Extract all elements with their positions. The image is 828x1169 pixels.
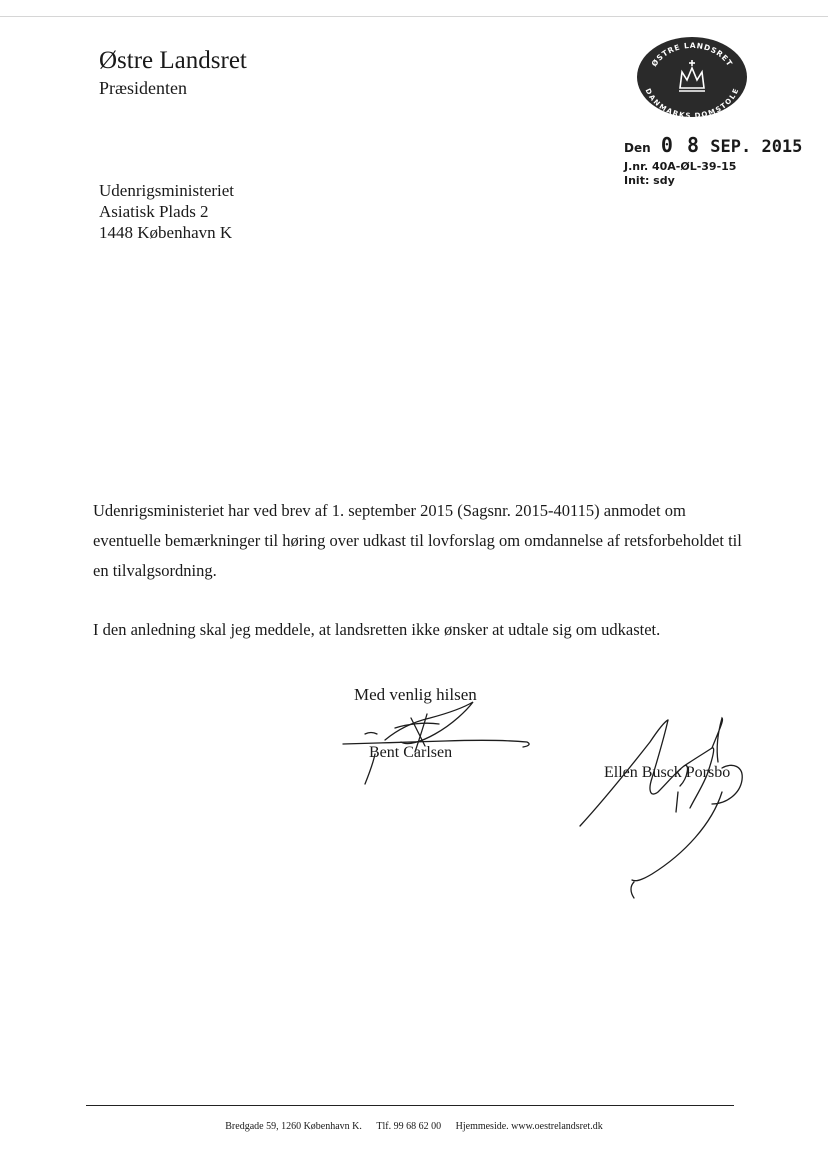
closing-greeting: Med venlig hilsen bbox=[354, 685, 477, 704]
received-date-stamp bbox=[624, 133, 803, 188]
svg-text:ØSTRE LANDSRET: ØSTRE LANDSRET bbox=[649, 40, 735, 69]
court-seal-logo bbox=[636, 36, 748, 118]
stamp-day: 0 8 bbox=[660, 133, 701, 157]
signatory-1-name: Bent Carlsen bbox=[369, 744, 453, 761]
court-name: Østre Landsret bbox=[99, 47, 247, 74]
footer-address: Bredgade 59, 1260 København K. bbox=[225, 1121, 362, 1132]
journal-number: J.nr. 40A-ØL-39-15 bbox=[624, 160, 737, 173]
signature-2-scribble bbox=[572, 712, 762, 902]
footer-divider bbox=[86, 1105, 734, 1106]
svg-text:DANMARKS DOMSTOLE: DANMARKS DOMSTOLE bbox=[643, 87, 741, 118]
stamp-den-label: Den bbox=[624, 141, 651, 155]
body-paragraph-1: Udenrigsministeriet har ved brev af 1. september 2015 (Sagsnr. 2015-40115) anmodet om eventuelle bemærkninger til høring over udkast til lovforslag om omdannelse af retsforbeholdet til en tilvalgsordning. bbox=[93, 501, 742, 580]
signature-1-scribble bbox=[335, 688, 540, 800]
stamp-month-year: SEP. 2015 bbox=[710, 137, 803, 157]
initials: Init: sdy bbox=[624, 174, 675, 187]
recipient-name: Udenrigsministeriet bbox=[99, 181, 235, 200]
footer bbox=[0, 1120, 828, 1134]
court-subtitle: Præsidenten bbox=[99, 78, 187, 98]
recipient-address bbox=[99, 180, 234, 243]
body-paragraph-2: I den anledning skal jeg meddele, at landsretten ikke ønsker at udtale sig om udkastet. bbox=[93, 620, 661, 639]
footer-phone: Tlf. 99 68 62 00 bbox=[376, 1121, 442, 1132]
footer-website: Hjemmeside. www.oestrelandsret.dk bbox=[455, 1121, 603, 1132]
recipient-city: 1448 København K bbox=[99, 223, 233, 242]
signatory-2-name: Ellen Busck Porsbo bbox=[604, 764, 731, 781]
top-edge-line bbox=[0, 16, 828, 17]
recipient-street: Asiatisk Plads 2 bbox=[99, 202, 209, 221]
